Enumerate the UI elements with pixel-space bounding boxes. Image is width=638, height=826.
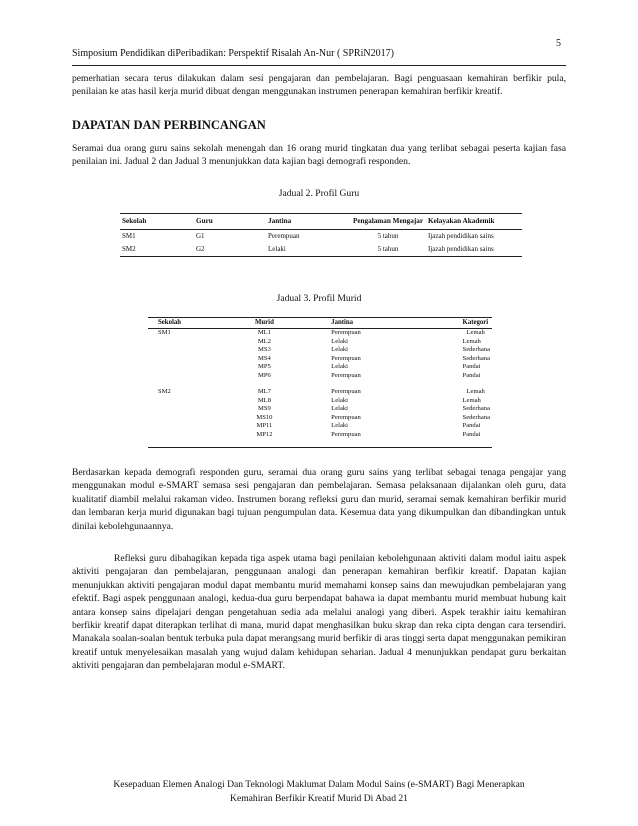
table-cell: MS9 <box>258 405 271 412</box>
table-row <box>148 363 492 372</box>
table-cell: Lemah <box>462 337 481 345</box>
table-cell: Sederhana <box>462 405 490 412</box>
table-cell: Perempuan <box>331 413 361 421</box>
table-cell: Perempuan <box>331 371 361 379</box>
col-header-sekolah: Sekolah <box>148 318 224 329</box>
col-header-kelayakan: Kelayakan Akademik <box>426 214 522 230</box>
table-cell: Lemah <box>466 388 485 395</box>
table-cell: SM2 <box>120 243 194 257</box>
table-cell: Ijazah pendidikan sains <box>426 243 522 257</box>
refleksi-paragraph: Refleksi guru dibahagikan kepada tiga aspek utama bagi penilaian kebolehgunaan aktiviti dalam modul iaitu aspek aktiviti pengajaran dan pembelajaran, penggunaan analogi dan penerapan kemahiran berfikir kreatif. Dapatan kajian menunjukkan aktiviti pengajaran modul dapat membantu murid memahami konsep sains dan mewujudkan pembelajaran yang efektif. Bagi aspek penggunaan analogi, kedua-dua guru berpendapat bahawa ia dapat membantu murid membuat hubung kait antara konsep sains dipelajari dengan pengetahuan sedia ada melalui analogi yang diberi. Aspek terakhir iaitu kemahiran berfikir kreatif dapat diterapkan terlihat di mana, murid dapat menghasilkan buku skrap dan reka cipta dengan cara tersendiri. Manakala soalan-soalan bentuk terbuka pula dapat merangsang murid berfikir di aras tinggi serta dapat menggunakan pemikiran kreatif untuk menyelesaikan masalah yang wujud dalam kehidupan seharian. Jadual 4 menunjukkan pendapat guru berkaitan aktiviti pengajaran dan pembelajaran modul e-SMART. <box>72 553 566 672</box>
intro-paragraph: pemerhatian secara terus dilakukan dalam sesi pengajaran dan pembelajaran. Bagi penguasaan kemahiran berfikir pula, penilaian ke atas hasil kerja murid dibuat dengan menggunakan instrumen penerapan kemahiran berfikir kreatif. <box>72 73 566 98</box>
section-heading: DAPATAN DAN PERBINCANGAN <box>72 118 266 132</box>
table-cell: MS10 <box>256 413 273 421</box>
table-row <box>148 355 492 364</box>
table-cell: MP6 <box>258 371 271 379</box>
table-cell: ML8 <box>257 396 271 404</box>
table-cell: Perempuan <box>305 431 442 448</box>
school-cell: SM1 <box>158 329 171 336</box>
school-cell: SM2 <box>158 388 171 395</box>
table-cell: Lelaki <box>266 243 350 257</box>
col-header-kategori: Kategori <box>443 318 492 329</box>
table-cell: Lemah <box>466 329 485 336</box>
table-cell: G1 <box>196 232 205 240</box>
table-cell: Lelaki <box>331 337 349 345</box>
table-cell: Lelaki <box>331 363 349 370</box>
table-row <box>120 243 522 257</box>
table-row <box>148 338 492 347</box>
table-row <box>148 422 492 431</box>
table-cell: Perempuan <box>331 329 361 336</box>
table-cell: Pandai <box>462 371 481 379</box>
page-number: 5 <box>556 38 561 49</box>
student-profile-table <box>148 317 492 448</box>
table-cell: ML1 <box>257 329 271 336</box>
table-row <box>148 346 492 355</box>
table-cell: ML2 <box>257 337 271 345</box>
table-cell: 5 tahun <box>350 243 426 257</box>
table-row <box>148 397 492 406</box>
header-rule <box>72 65 566 66</box>
table-cell: Lelaki <box>331 396 349 404</box>
table-cell: MS4 <box>258 354 271 362</box>
table-cell: G2 <box>194 243 266 257</box>
table-cell: Ijazah pendidikan sains <box>428 232 494 240</box>
col-header-guru: Guru <box>194 214 266 230</box>
table-cell: Perempuan <box>331 354 361 362</box>
table-row <box>120 230 522 244</box>
table3-caption: Jadual 3. Profil Murid <box>276 293 362 304</box>
table-cell: 5 tahun <box>377 232 399 240</box>
table-cell: Sederhana <box>462 413 490 421</box>
footer-line-2: Kemahiran Berfikir Kreatif Murid Di Abad 21 <box>230 793 408 804</box>
section-intro-paragraph: Seramai dua orang guru sains sekolah menengah dan 16 orang murid tingkatan dua yang terlibat sebagai peserta kajian fasa penilaian ini. Jadual 2 dan Jadual 3 menunjukkan data kajian bagi demografi responden. <box>72 143 566 168</box>
col-header-jantina: Jantina <box>305 318 442 329</box>
table-cell: ML7 <box>257 388 271 395</box>
table-row <box>148 329 492 338</box>
demografi-paragraph: Berdasarkan kepada demografi responden guru, seramai dua orang guru sains yang terlibat sebagai tenaga pengajar yang menggunakan modul e-SMART semasa sesi pengajaran dan pembelajaran. Semasa pelaksanaan dijalankan oleh guru, data kualitatif diambil melalui rakaman video. Instrumen borang refleksi guru dan murid, seramai semak kemahiran berfikir murid dan lembaran kerja murid digunakan bagi tujuan pengumpulan data. Kesemua data yang dikumpulkan dan dibandingkan untuk dinilai kebolehgunaannya. <box>72 467 566 532</box>
table-cell: Sederhana <box>462 346 490 353</box>
col-header-sekolah: Sekolah <box>120 214 194 230</box>
table-cell: Lelaki <box>331 405 349 412</box>
table-cell: Perempuan <box>268 232 300 240</box>
table-cell: MP11 <box>256 422 273 429</box>
teacher-profile-table <box>120 213 522 257</box>
table-cell: Perempuan <box>331 388 361 395</box>
table-cell: Lemah <box>462 396 481 404</box>
running-header: Simposium Pendidikan diPeribadikan: Perspektif Risalah An-Nur ( SPRiN2017) <box>72 48 394 59</box>
table-row <box>148 388 492 397</box>
col-header-murid: Murid <box>224 318 306 329</box>
table-cell: MS3 <box>258 346 271 353</box>
table-cell: SM1 <box>122 232 136 240</box>
table-cell: Pandai <box>462 363 481 370</box>
footer-line-1: Kesepaduan Elemen Analogi Dan Teknologi Maklumat Dalam Modul Sains (e-SMART) Bagi Menerapkan <box>113 779 525 790</box>
col-header-jantina: Jantina <box>266 214 350 230</box>
table2-caption: Jadual 2. Profil Guru <box>278 188 360 199</box>
table-row <box>148 372 492 381</box>
col-header-pengalaman: Pengalaman Mengajar <box>350 214 426 230</box>
table-cell: MP5 <box>258 363 271 370</box>
table-row <box>148 405 492 414</box>
footer <box>72 778 566 806</box>
table-cell: Lelaki <box>331 422 349 429</box>
table-cell: Pandai <box>443 431 492 448</box>
table-row <box>148 414 492 423</box>
table-row <box>148 431 492 448</box>
table-cell: Pandai <box>462 422 481 429</box>
table-cell: MP12 <box>224 431 306 448</box>
table-cell: Sederhana <box>462 354 490 362</box>
table-cell: Lelaki <box>331 346 349 353</box>
